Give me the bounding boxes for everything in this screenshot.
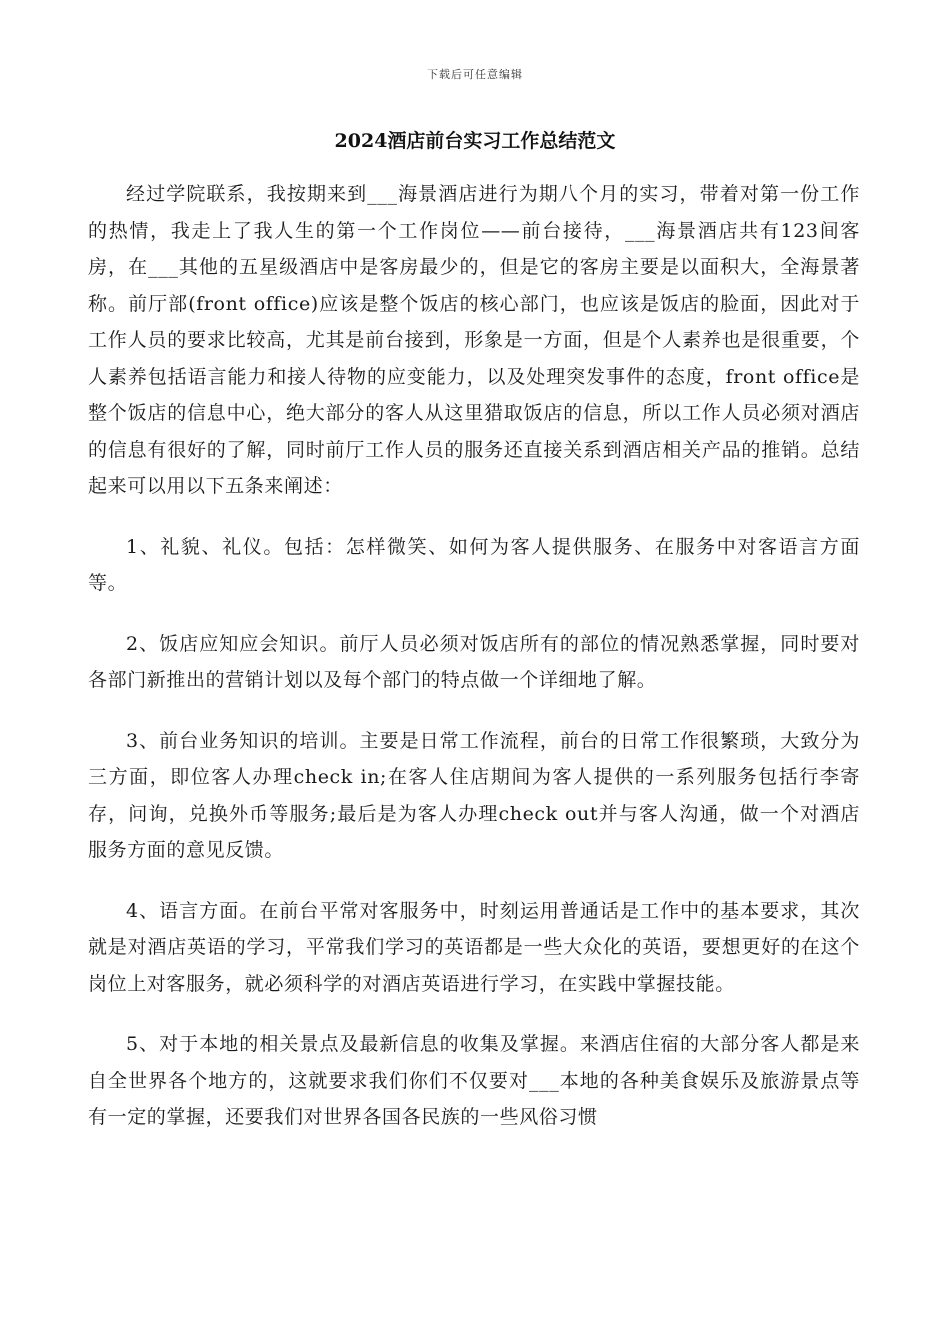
paragraph-item-1: 1、礼貌、礼仪。包括：怎样微笑、如何为客人提供服务、在服务中对客语言方面等。	[88, 535, 860, 594]
paragraph-item-4: 4、语言方面。在前台平常对客服务中，时刻运用普通话是工作中的基本要求，其次就是对酒店英语的学习，平常我们学习的英语都是一些大众化的英语，要想更好的在这个岗位上对客服务，就必须科学的对酒店英语进行学习，在实践中掌握技能。	[88, 899, 860, 995]
header-note: 下载后可任意编辑	[427, 68, 523, 81]
paragraph-item-5: 5、对于本地的相关景点及最新信息的收集及掌握。来酒店住宿的大部分客人都是来自全世界各个地方的，这就要求我们你们不仅要对___本地的各种美食娱乐及旅游景点等有一定的掌握，还要我们对世界各国各民族的一些风俗习惯	[88, 1033, 860, 1128]
document-body	[88, 176, 860, 1160]
paragraph-item-3: 3、前台业务知识的培训。主要是日常工作流程，前台的日常工作很繁琐，大致分为三方面，即位客人办理check in;在客人住店期间为客人提供的一系列服务包括行李寄存，问询，兑换外币等服务;最后是为客人办理check out并与客人沟通，做一个对酒店服务方面的意见反馈。	[88, 729, 860, 861]
page-title: 2024酒店前台实习工作总结范文	[334, 130, 616, 152]
paragraph-item-2: 2、饭店应知应会知识。前厅人员必须对饭店所有的部位的情况熟悉掌握，同时要对各部门新推出的营销计划以及每个部门的特点做一个详细地了解。	[88, 632, 860, 691]
paragraph-intro: 经过学院联系，我按期来到___海景酒店进行为期八个月的实习，带着对第一份工作的热情，我走上了我人生的第一个工作岗位——前台接待，___海景酒店共有123间客房，在___其他的五星级酒店中是客房最少的，但是它的客房主要是以面积大，全海景著称。前厅部(front office)应该是整个饭店的核心部门，也应该是饭店的脸面，因此对于工作人员的要求比较高，尤其是前台接到，形象是一方面，但是个人素养也是很重要，个人素养包括语言能力和接人待物的应变能力，以及处理突发事件的态度，front office是整个饭店的信息中心，绝大部分的客人从这里猎取饭店的信息，所以工作人员必须对酒店的信息有很好的了解，同时前厅工作人员的服务还直接关系到酒店相关产品的推销。总结起来可以用以下五条来阐述：	[88, 183, 860, 497]
